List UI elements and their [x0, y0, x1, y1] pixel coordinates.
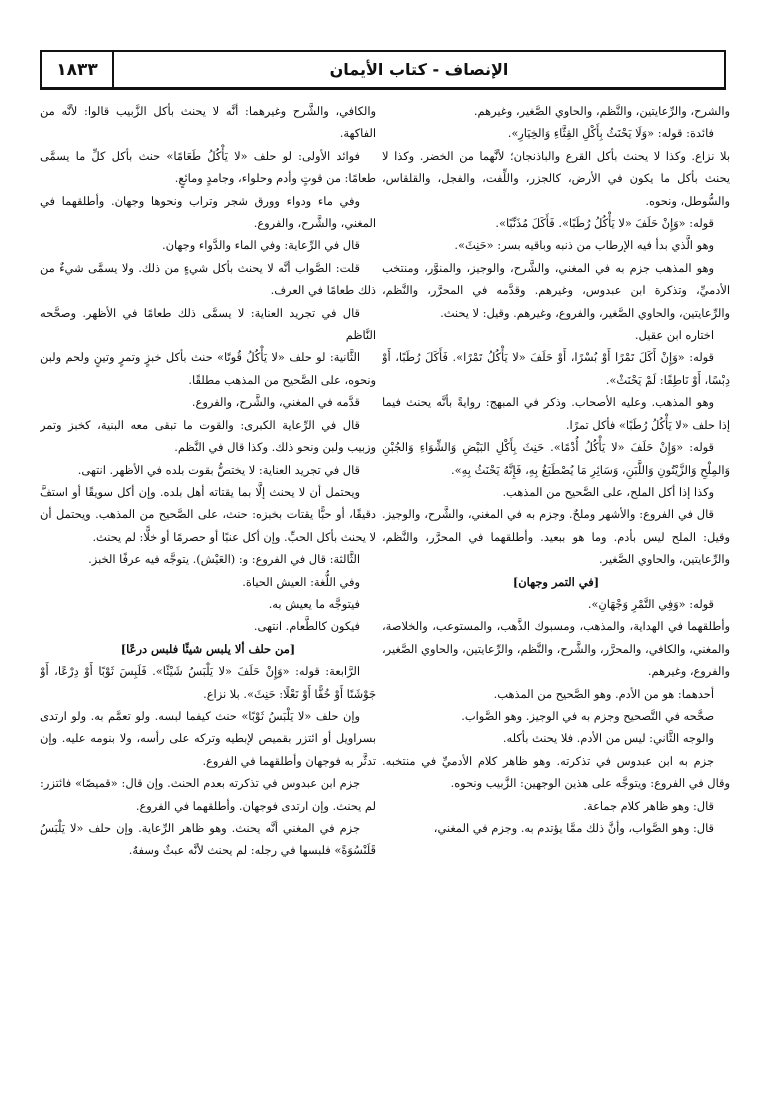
paragraph: والوجه الثَّاني: ليس من الأدم. فلا يحنث بأكله. [502, 731, 714, 746]
paragraph: جزم به ابن عبدوس في تذكرته. وهو ظاهر كلام الأدميِّ في منتخبه. وقال في الفروع: ويتوجَّه على هذين الوجهين: الزَّبيب ونحوه. [382, 753, 730, 791]
paragraph: قوله: «وَإِنْ أَكَلَ تَمْرًا أَوْ بُسْرًا، أَوْ حَلَفَ «لا يَأْكُلُ تَمْرًا». فَأَكَلَ رُطَبًا، أَوْ دِبْسًا، أَوْ نَاطِفًا: لَمْ يَحْنَثْ». [382, 350, 730, 387]
paragraph: الثَّالثة: قال في الفروع: و: (العَيْش). يتوجَّه فيه عرفًا الخبز. [88, 552, 360, 567]
paragraph: قال في تجريد العناية: لا يسمَّى ذلك طعامًا في الأظهر. وصحَّحه النَّاظم [40, 305, 376, 343]
paragraph: قلت: الصَّواب أنَّه لا يحنث بأكل شيءٍ من ذلك. ولا يسمَّى شيءٌ من ذلك طعامًا في العرف. [40, 260, 376, 298]
paragraph: وهو الَّذي بدأ فيه الإرطاب من ذنبه وباقيه بسر: «حَنِثَ». [454, 238, 714, 253]
paragraph: قوله: «وَإِنْ حَلَفَ «لا يَأْكُلُ رُطَبًا». فَأَكَلَ مُذَنِّبًا». [495, 216, 714, 231]
paragraph: وفي اللُّغة: العيش الحياة. [242, 574, 360, 589]
paragraph: قال: وهو ظاهر كلام جماعة. [583, 798, 714, 813]
paragraph: فوائد الأولى: لو حلف «لا يَأْكُلُ طَعَامًا» حنث بأكل كلِّ ما يسمَّى طعامًا: من قوتٍ وأدم وحلواء، وجامدٍ ومائعٍ. [40, 148, 376, 186]
paragraph: جزم ابن عبدوس في تذكرته بعدم الحنث. وإن قال: «قميصًا» فائتزر: لم يحنث. وإن ارتدى فوجهان. وأطلقهما في الفروع. [40, 776, 376, 813]
paragraph: قال: وهو الصَّواب، وأنَّ ذلك ممَّا يؤتدم به. وجزم في المغني، [433, 821, 714, 835]
page-number: ١٨٣٣ [42, 52, 114, 87]
paragraph: والكافي، والشَّرح وغيرهما: أنَّه لا يحنث بأكل الزَّبيب قالوا: لأنَّه من الفاكهة. [40, 104, 376, 141]
running-title: الإنصاف - كتاب الأيمان [329, 60, 509, 79]
paragraph: قدَّمه في المغني، والشَّرح، والفروع. [191, 395, 360, 410]
paragraph: وأطلقهما في الهداية، والمذهب، ومسبوك الذَّهب، والمستوعب، والخلاصة، والمغني، والكافي، والمحرَّر، والشَّرح، والنَّظم، والرِّعايتين، والحاوي الصَّغير، والفروع، وغيرهم. [382, 619, 730, 679]
page-header [40, 50, 726, 90]
paragraph: قال في تجريد العناية: لا يختصُّ بقوت بلده في الأظهر. انتهى. [77, 462, 360, 477]
paragraph: وإن حلف «لا يَلْبَسُ ثَوْبًا» حنث كيفما لبسه. ولو تعمَّم به. ولو ارتدى بسراويل أو ائتزر بقميص لإبطيه وتركه على رأسه، ولا بنومه عليه. وإن تدثَّر به فوجهان وأطلقهما في الفروع. [40, 708, 376, 768]
paragraph: الثَّانية: لو حلف «لا يَأْكُلُ قُوتًا» حنث بأكل خبزٍ وتمرٍ وتينٍ ولحم ولبن ونحوه، على الصَّحيح من المذهب مطلقًا. [40, 350, 376, 387]
paragraph: فائدة: قوله: «وَلَا يَحْنَثُ بِأَكْلِ القِثَّاءِ وَالخِيَارِ». [507, 126, 714, 141]
left-text-column [40, 100, 376, 1100]
paragraph: قال في الرِّعاية: وفي الماء والدَّواء وجهان. [161, 238, 360, 253]
paragraph: وهو المذهب جزم به في المغني، والشَّرح، والوجيز، والمنوَّر، ومنتخب الأدميِّ، وتذكرة ابن عبدوس، وغيرهم. وقدَّمه في المحرَّر، والنَّظم، والرِّعايتين، والحاوي الصَّغير، والفروع، وغيرهم. وقيل: لا يحنث. [382, 260, 730, 320]
paragraph: بلا نزاع. وكذا لا يحنث بأكل القرع والباذنجان؛ لأنَّهما من الخضر. وكذا لا يحنث بأكل ما يكون في الأرض، كالجزر، واللِّفت، والفجل، والقلقاس، والسُّوطل، ونحوه. [382, 148, 730, 208]
paragraph: ويحتمل أن لا يحنث إلَّا بما يقتاته أهل بلده. وإن أكل سويقًا أو استفَّ دقيقًا، أو حبًّا يقتات بخبزه: حنث، على الصَّحيح من المذهب. ويحتمل أن لا يحنث بأكل الحبِّ. وإن أكل عنبًا أو حصرمًا أو خلًّا: لم يحنث. [40, 484, 376, 544]
paragraph: قوله: «وَفِي التَّمْرِ وَجْهَانِ». [587, 596, 714, 611]
section-heading: [في التمر وجهان] [512, 574, 600, 589]
paragraph: أحدهما: هو من الأدم. وهو الصَّحيح من المذهب. [493, 686, 714, 701]
right-text-column [382, 100, 730, 1100]
paragraph: فيتوجَّه ما يعيش به. [268, 596, 360, 611]
paragraph: جزم في المغني أنَّه يحنث. وهو ظاهر الرِّعاية. وإن حلف «لا يَلْبَسُ قَلَنْسُوَةً» فلبسها في رجله: لم يحنث لأنَّه عبثٌ وسفهٌ. [40, 821, 376, 858]
paragraph: قال في الفروع: والأشهر وملحٌ. وجزم به في المغني، والشَّرح، والوجيز. وقيل: الملح ليس بأدم. وما هو ببعيد. وأطلقهما في المحرَّر، والنَّظم، والرِّعايتين، والحاوي الصَّغير. [382, 507, 730, 567]
paragraph: اختاره ابن عقيل. [634, 328, 714, 343]
paragraph: الرَّابعة: قوله: «وَإِنْ حَلَفَ «لا يَلْبَسُ شَيْئًا». فَلَبِسَ ثَوْبًا أَوْ دِرْعًا، أَوْ جَوْشَنًا أَوْ خُفًّا أَوْ نَعْلًا: حَنِثَ». بلا نزاع. [40, 664, 376, 701]
paragraph: قال في الرِّعاية الكبرى: والقوت ما تبقى معه البنية، كخبز وتمر وزبيب ولبن ونحو ذلك. وكذا قال في النَّظم. [40, 417, 376, 455]
paragraph: فيكون كالطَّعام. انتهى. [253, 619, 360, 634]
section-heading: [من حلف ألا يلبس شيئًا فلبس درعًا] [120, 641, 296, 656]
paragraph: وكذا إذا أكل الملح، على الصَّحيح من المذهب. [502, 484, 714, 499]
paragraph: قوله: «وَإِنْ حَلَفَ «لا يَأْكُلُ أُدْمًا». حَنِثَ بِأَكْلِ البَيْضِ وَالشِّوَاءِ وَالجُبْنِ وَالمِلْحِ وَالزَّيْتُونِ وَاللَّبَنِ، وَسَائِرِ مَا يُصْطَبَغُ بِهِ، فَإِنَّهُ يَحْنَثُ بِهِ». [382, 440, 730, 477]
paragraph: صحَّحه في التَّصحيح وجزم به في الوجيز. وهو الصَّواب. [461, 708, 714, 723]
paragraph: وفي ماء ودواء وورق شجر وتراب ونحوها وجهان. وأطلقهما في المغني، والشَّرح، والفروع. [40, 193, 376, 231]
paragraph: وهو المذهب. وعليه الأصحاب. وذكر في المبهج: روايةً بأنَّه يحنث فيما إذا حلف «لا يَأْكُلُ رُطَبًا» فأكل تمرًا. [382, 395, 730, 432]
paragraph: والشرح، والرِّعايتين، والنَّظم، والحاوي الصَّغير، وغيرهم. [473, 104, 730, 118]
